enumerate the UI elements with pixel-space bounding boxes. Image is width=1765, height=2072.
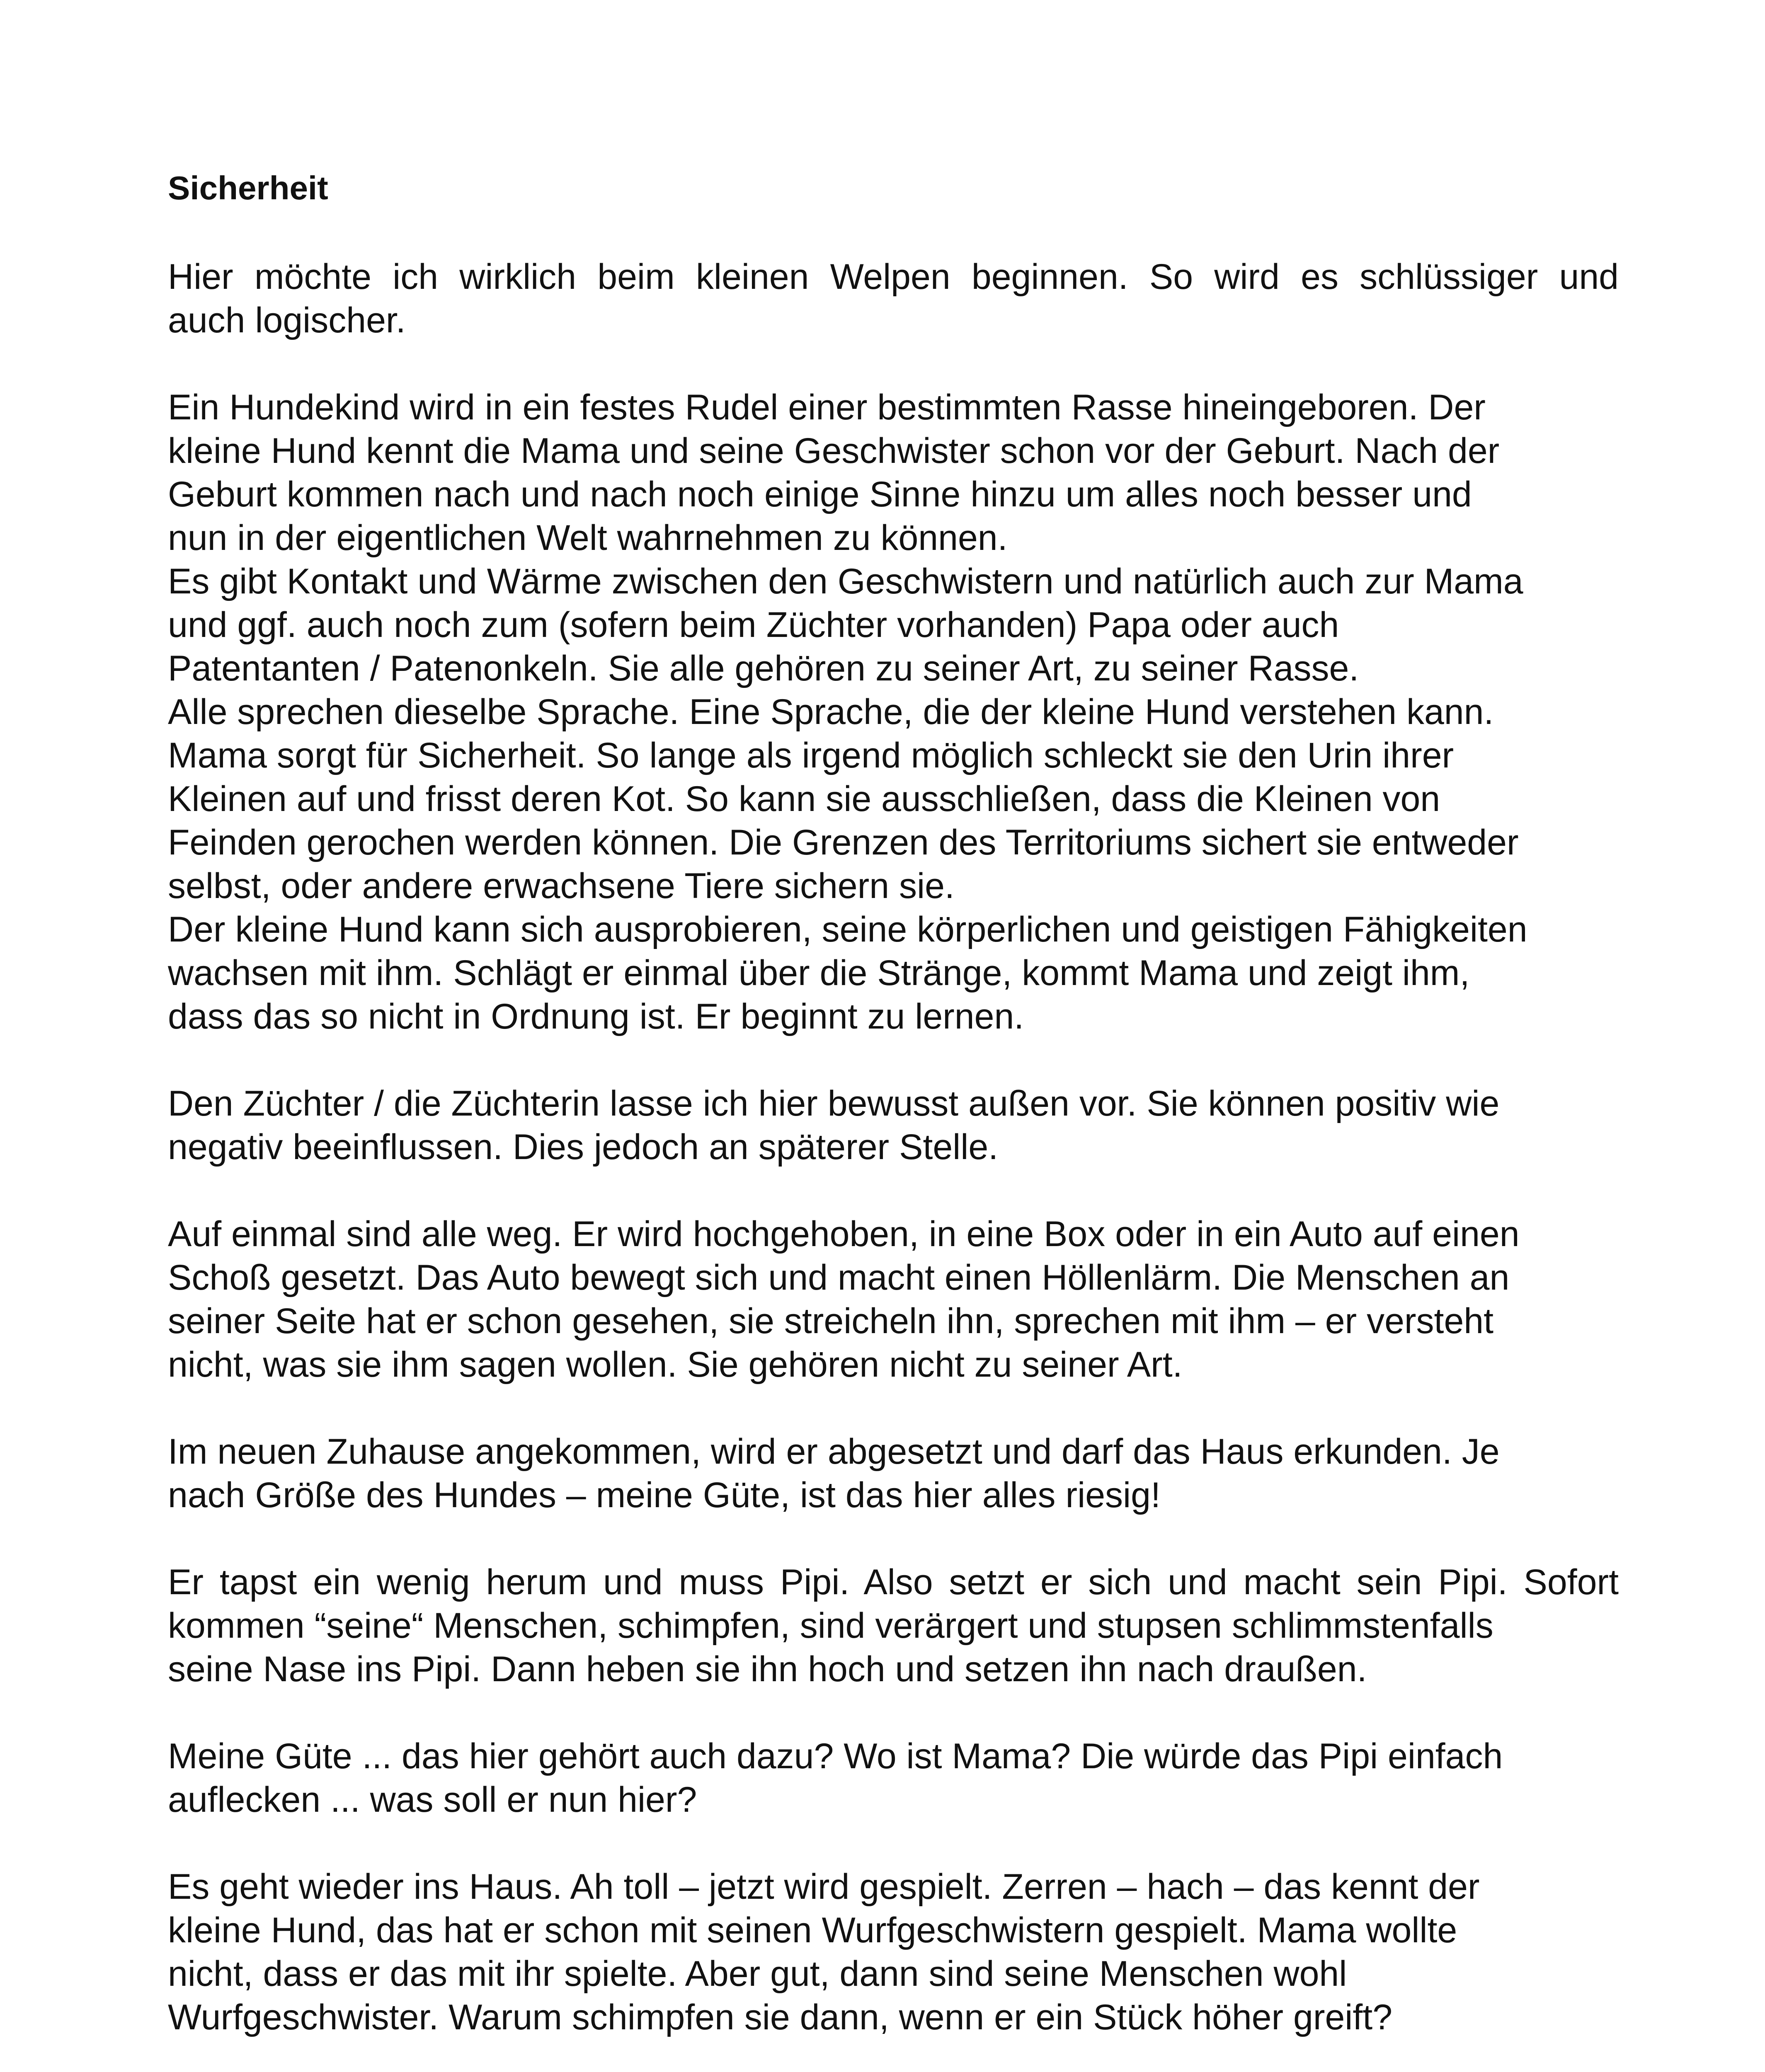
text-line: Wurfgeschwister. Warum schimpfen sie dann, wenn er ein Stück höher greift? xyxy=(168,1997,1393,2037)
page-content xyxy=(168,166,1619,2072)
text-line: Patentanten / Patenonkeln. Sie alle gehören zu seiner Art, zu seiner Rasse. xyxy=(168,649,1359,688)
text-line: seine Nase ins Pipi. Dann heben sie ihn hoch und setzen ihn nach draußen. xyxy=(168,1649,1367,1689)
text-line: nicht, was sie ihm sagen wollen. Sie gehören nicht zu seiner Art. xyxy=(168,1345,1183,1385)
text-line: Es geht wieder ins Haus. Ah toll – jetzt wird gespielt. Zerren – hach – das kennt der xyxy=(168,1867,1480,1907)
text-line: Auf einmal sind alle weg. Er wird hochgehoben, in eine Box oder in ein Auto auf einen xyxy=(168,1214,1520,1254)
text-line: kommen “seine“ Menschen, schimpfen, sind verärgert und stupsen schlimmstenfalls xyxy=(168,1606,1493,1646)
paragraph xyxy=(168,1735,1619,1822)
text-line: und ggf. auch noch zum (sofern beim Züchter vorhanden) Papa oder auch xyxy=(168,605,1339,645)
paragraph xyxy=(168,1561,1619,1691)
text-line: kleine Hund, das hat er schon mit seinen Wurfgeschwistern gespielt. Mama wollte xyxy=(168,1910,1457,1950)
text-line: Alle sprechen dieselbe Sprache. Eine Sprache, die der kleine Hund verstehen kann. xyxy=(168,692,1494,732)
text-line: Ein Hundekind wird in ein festes Rudel einer bestimmten Rasse hineingeboren. Der xyxy=(168,387,1486,427)
text-line: Schoß gesetzt. Das Auto bewegt sich und macht einen Höllenlärm. Die Menschen an xyxy=(168,1258,1510,1297)
text-line: nicht, dass er das mit ihr spielte. Aber gut, dann sind seine Menschen wohl xyxy=(168,1954,1347,1994)
section-heading: Sicherheit xyxy=(168,169,328,206)
text-line: Geburt kommen nach und nach noch einige Sinne hinzu um alles noch besser und xyxy=(168,474,1472,514)
paragraph xyxy=(168,1213,1619,1387)
text-line: seiner Seite hat er schon gesehen, sie streicheln ihn, sprechen mit ihm – er versteht xyxy=(168,1301,1493,1341)
text-line: Den Züchter / die Züchterin lasse ich hier bewusst außen vor. Sie können positiv wie xyxy=(168,1084,1500,1123)
text-line: Mama sorgt für Sicherheit. So lange als irgend möglich schleckt sie den Urin ihrer xyxy=(168,736,1454,775)
text-line: kleine Hund kennt die Mama und seine Geschwister schon vor der Geburt. Nach der xyxy=(168,431,1500,471)
text-line: Meine Güte ... das hier gehört auch dazu? Wo ist Mama? Die würde das Pipi einfach xyxy=(168,1736,1503,1776)
text-line: Der kleine Hund kann sich ausprobieren, seine körperlichen und geistigen Fähigkeiten xyxy=(168,910,1527,949)
text-line: auch logischer. xyxy=(168,300,406,340)
paragraph-container xyxy=(168,255,1619,2039)
text-line: wachsen mit ihm. Schlägt er einmal über die Stränge, kommt Mama und zeigt ihm, xyxy=(168,953,1470,993)
text-line: auflecken ... was soll er nun hier? xyxy=(168,1780,697,1820)
text-line: Hier möchte ich wirklich beim kleinen Welpen beginnen. So wird es schlüssiger und xyxy=(168,257,1619,297)
text-line: Kleinen auf und frisst deren Kot. So kann sie ausschließen, dass die Kleinen von xyxy=(168,779,1440,819)
text-line: Im neuen Zuhause angekommen, wird er abgesetzt und darf das Haus erkunden. Je xyxy=(168,1432,1500,1472)
text-line: negativ beeinflussen. Dies jedoch an späterer Stelle. xyxy=(168,1127,999,1167)
text-line: selbst, oder andere erwachsene Tiere sichern sie. xyxy=(168,866,955,906)
paragraph xyxy=(168,1082,1619,1169)
paragraph xyxy=(168,1865,1619,2039)
text-line: dass das so nicht in Ordnung ist. Er beginnt zu lernen. xyxy=(168,997,1024,1036)
paragraph xyxy=(168,255,1619,342)
text-line: Er tapst ein wenig herum und muss Pipi. Also setzt er sich und macht sein Pipi. Sofort xyxy=(168,1562,1619,1602)
text-line: nach Größe des Hundes – meine Güte, ist das hier alles riesig! xyxy=(168,1475,1161,1515)
paragraph xyxy=(168,1430,1619,1517)
paragraph xyxy=(168,386,1619,1038)
text-line: Es gibt Kontakt und Wärme zwischen den Geschwistern und natürlich auch zur Mama xyxy=(168,562,1523,601)
text-line: nun in der eigentlichen Welt wahrnehmen zu können. xyxy=(168,518,1008,558)
text-line: Feinden gerochen werden können. Die Grenzen des Territoriums sichert sie entweder xyxy=(168,823,1519,862)
